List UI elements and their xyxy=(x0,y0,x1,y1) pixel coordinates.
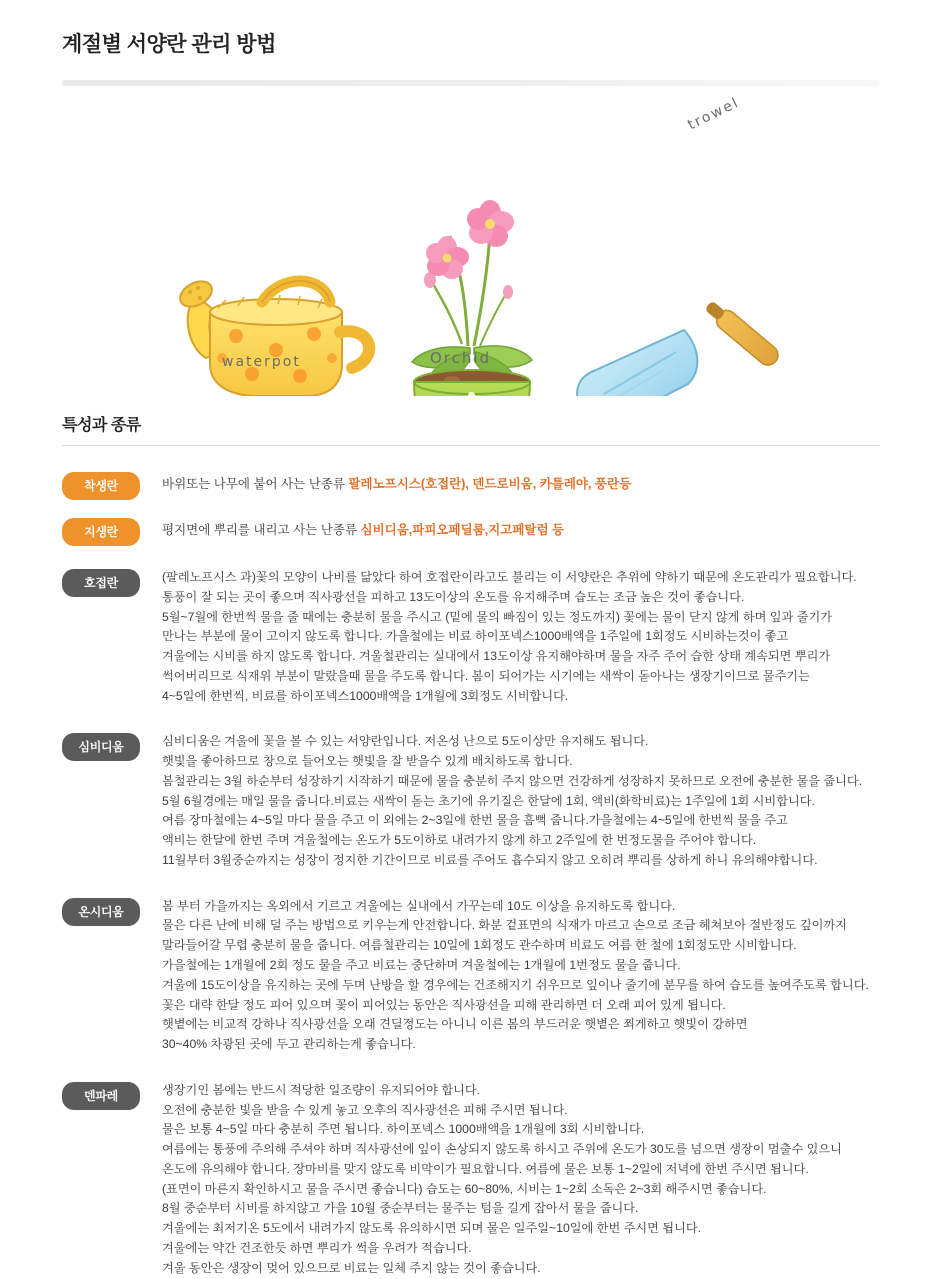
label-orchid: Orchid xyxy=(430,349,492,367)
watering-can-illustration xyxy=(176,276,369,396)
care-line: 꽃은 대략 한달 정도 피어 있으며 꽃이 피어있는 동안은 직사광선을 피해 관리하면 더 오래 피어 있게 됩니다. xyxy=(162,997,726,1012)
type-badge-epiphyte: 착생란 xyxy=(62,472,140,500)
care-block-body xyxy=(162,732,862,870)
type-row xyxy=(0,518,942,546)
care-line: 겨울에는 약간 건조한듯 하면 뿌리가 썩을 우려가 적습니다. xyxy=(162,1240,472,1255)
section-characteristics xyxy=(62,412,880,446)
care-line: 여름에는 통풍에 주의해 주셔야 하며 직사광선에 잎이 손상되지 않도록 하시고 주위에 온도가 30도를 넘으면 생장이 멈출수 있으니 xyxy=(162,1142,842,1157)
care-line: 4~5일에 한번씩, 비료를 하이포넥스1000배액을 1개월에 3회정도 시비합니다. xyxy=(162,688,569,703)
care-line: 30~40% 차광된 곳에 두고 관리하는게 좋습니다. xyxy=(162,1037,416,1052)
illustration xyxy=(0,96,942,396)
trowel-illustration xyxy=(577,297,782,396)
care-line: 생장기인 봄에는 반드시 적당한 일조량이 유지되어야 합니다. xyxy=(162,1082,481,1097)
label-trowel: trowel xyxy=(685,94,743,134)
type-list xyxy=(0,472,942,546)
care-block-cymbidium xyxy=(0,732,942,870)
care-line: 봄 부터 가을까지는 옥외에서 기르고 겨울에는 실내에서 가꾸는데 10도 이상을 유지하도록 합니다. xyxy=(162,898,676,913)
type-description xyxy=(162,472,631,494)
care-block-body xyxy=(162,1081,842,1279)
page-title: 계절별 서양란 관리 방법 xyxy=(62,33,276,56)
care-line: 겨울에는 시비를 하지 않도록 합니다. 겨울철관리는 실내에서 13도이상 유지해야하며 물을 자주 주어 습한 상태 계속되면 뿌리가 xyxy=(162,649,831,664)
care-line: 8월 중순부터 시비를 하지않고 가을 10월 중순부터는 물주는 텀을 길게 잡아서 물을 줍니다. xyxy=(162,1201,639,1216)
type-badge-terrestrial: 지생란 xyxy=(62,518,140,546)
title-area xyxy=(0,0,942,58)
care-line: 5월 6월경에는 매일 물을 줍니다.비료는 새싹이 돋는 초기에 유기질은 한달에 1회, 액비(화학비료)는 1주일에 1회 시비합니다. xyxy=(162,793,815,808)
care-line: 썩어버리므로 식재위 부분이 말랐을때 물을 주도록 합니다. 봄이 되어가는 시기에는 새싹이 돋아나는 생장기이므로 물주기는 xyxy=(162,668,810,683)
care-line: 물은 보통 4~5일 마다 충분히 주면 됩니다. 하이포넥스 1000배액을 1개월에 3회 시비합니다. xyxy=(162,1122,645,1137)
type-description-plain: 바위또는 나무에 붙어 사는 난종류 xyxy=(162,477,349,491)
care-line: 심비디움은 겨울에 꽃을 볼 수 있는 서양란입니다. 저온성 난으로 5도이상만 유지해도 됩니다. xyxy=(162,734,649,749)
care-line: 온도에 유의해야 합니다. 장마비를 맞지 않도록 비막이가 필요합니다. 여름에 물은 보통 1~2일에 저녁에 한번 주시면 됩니다. xyxy=(162,1161,809,1176)
care-block-body xyxy=(162,568,857,706)
care-line: 말라들어갈 무렵 충분히 물을 줍니다. 여름철관리는 10일에 1회정도 관수하며 비료도 여름 한 철에 1회정도만 시비합니다. xyxy=(162,938,797,953)
type-description-plain: 평지면에 뿌리를 내리고 사는 난종류 xyxy=(162,523,361,537)
care-line: 5월~7월에 한번씩 물을 줄 때에는 충분히 물을 주시고 (밑에 물의 빠짐이 있는 정도까지) 꽃에는 물이 닫지 않게 하며 잎과 줄기가 xyxy=(162,609,833,624)
care-line: 통풍이 잘 되는 곳이 좋으며 직사광선을 피하고 13도이상의 온도를 유지해주며 습도는 조금 높은 것이 좋습니다. xyxy=(162,589,745,604)
care-block-badge: 호접란 xyxy=(62,569,140,597)
care-block-phalaenopsis xyxy=(0,568,942,706)
type-row xyxy=(0,472,942,500)
type-description xyxy=(162,518,564,540)
care-line: 봄철관리는 3월 하순부터 성장하기 시작하기 때문에 물을 충분히 주지 않으면 건강하게 성장하지 못하므로 오전에 충분한 물을 줍니다. xyxy=(162,773,863,788)
care-block-oncidium xyxy=(0,897,942,1055)
care-blocks xyxy=(0,568,942,1279)
care-line: 만나는 부분에 물이 고이지 않도록 합니다. 가을철에는 비료 하이포넥스1000배액을 1주일에 1회정도 시비하는것이 좋고 xyxy=(162,629,789,644)
care-line: 액비는 한달에 한번 주며 겨울철에는 온도가 5도이하로 내려가지 않게 하고 2주일에 한 번정도물을 주어야 합니다. xyxy=(162,833,757,848)
care-block-badge: 온시디움 xyxy=(62,898,140,926)
care-line: (팔레노프시스 과)꽃의 모양이 나비를 닮았다 하여 호접란이라고도 불리는 이 서양란은 추위에 약하기 때문에 온도관리가 필요합니다. xyxy=(162,570,857,584)
care-block-dendrobium xyxy=(0,1081,942,1279)
care-line: 겨울 동안은 생장이 멎어 있으므로 비료는 일체 주지 않는 것이 좋습니다. xyxy=(162,1260,541,1275)
care-line: 햇볕에는 비교적 강하나 직사광선을 오래 견딜정도는 아니니 이른 봄의 부드러운 햇볕은 쬐게하고 햇빛이 강하면 xyxy=(162,1017,748,1032)
section-divider xyxy=(62,445,880,446)
title-divider xyxy=(62,80,880,86)
care-block-body xyxy=(162,897,869,1055)
care-line: (표면이 마른지 확인하시고 물을 주시면 좋습니다) 습도는 60~80%, 시비는 1~2회 소독은 2~3회 해주시면 좋습니다. xyxy=(162,1181,767,1196)
care-line: 오전에 충분한 빛을 받을 수 있게 놓고 오후의 직사광선은 피해 주시면 됩니다. xyxy=(162,1102,568,1117)
care-block-badge: 심비디움 xyxy=(62,733,140,761)
label-waterpot: waterpot xyxy=(222,354,301,370)
care-line: 11월부터 3월중순까지는 성장이 정지한 기간이므로 비료를 주어도 흡수되지 않고 오히려 뿌리를 상하게 하니 유의해야합니다. xyxy=(162,852,818,867)
type-description-highlight: 팔레노프시스(호접란), 덴드로비움, 카틀레야, 풍란등 xyxy=(348,477,632,491)
care-line: 여름 장마철에는 4~5일 마다 물을 주고 이 외에는 2~3일에 한번 물을 흠뻑 줍니다.가을철에는 4~5일에 한번씩 물을 주고 xyxy=(162,813,788,828)
care-block-badge: 덴파레 xyxy=(62,1082,140,1110)
care-line: 가을철에는 1개월에 2회 정도 물을 주고 비료는 중단하며 겨울철에는 1개월에 1번정도 물을 줍니다. xyxy=(162,958,681,973)
care-line: 겨울에 15도이상을 유지하는 곳에 두며 난방을 할 경우에는 건조해지기 쉬우므로 잎이나 줄기에 분무를 하여 습도를 높여주도록 합니다. xyxy=(162,977,869,992)
type-description-highlight: 심비디움,파피오페딜룸,지고페탈럼 등 xyxy=(360,523,565,537)
care-line: 햇빛을 좋아하므로 창으로 들어오는 햇빛을 잘 받을수 있게 배치하도록 합니다. xyxy=(162,754,573,769)
care-line: 물은 다른 난에 비해 덜 주는 방법으로 키우는게 안전합니다. 화분 겉표면의 식재가 마르고 손으로 조금 헤쳐보아 절반정도 깊이까지 xyxy=(162,918,847,933)
care-line: 겨울에는 최저기온 5도에서 내려가지 않도록 유의하시면 되며 물은 일주일~10일에 한번 주시면 됩니다. xyxy=(162,1221,702,1236)
section-heading: 특성과 종류 xyxy=(62,417,141,434)
